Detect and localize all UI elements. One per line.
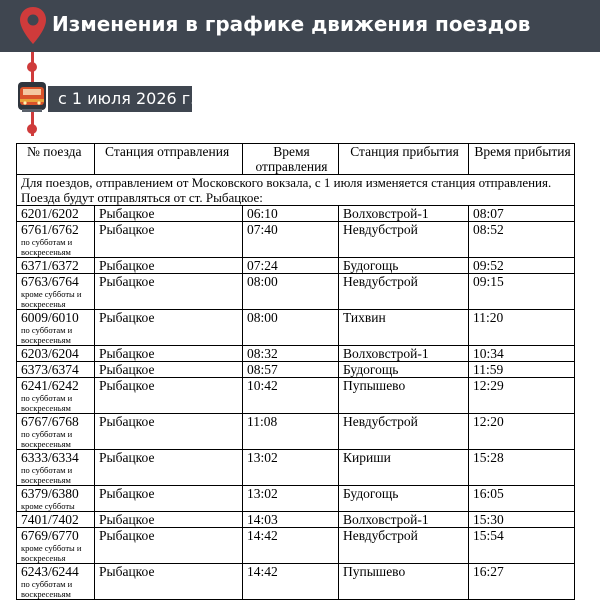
- departure-time: [243, 346, 339, 362]
- train-number-text: 6201/6202: [21, 206, 79, 221]
- arrival-time: [469, 414, 575, 450]
- departure-station-text: Рыбацкое: [99, 222, 155, 237]
- departure-station: [95, 310, 243, 346]
- train-number: [17, 310, 95, 346]
- arrival-station: [339, 512, 469, 528]
- table-row: [17, 274, 575, 310]
- note-row: [17, 175, 575, 206]
- train-days-note: по субботам и воскресеньям: [21, 465, 73, 485]
- departure-station-text: Рыбацкое: [99, 450, 155, 465]
- arrival-time-text: 16:05: [473, 486, 504, 501]
- arrival-time: [469, 512, 575, 528]
- departure-station-text: Рыбацкое: [99, 414, 155, 429]
- departure-station: [95, 512, 243, 528]
- train-number-text: 6769/6770: [21, 528, 79, 543]
- train-days-note: по субботам и воскресеньям: [21, 429, 73, 449]
- train-number-text: 6761/6762: [21, 222, 79, 237]
- table-header-row: [17, 144, 575, 175]
- arrival-station-text: Кириши: [343, 450, 391, 465]
- departure-time: [243, 528, 339, 564]
- arrival-station-text: Волховстрой-1: [343, 206, 429, 221]
- arrival-time-text: 15:54: [473, 528, 504, 543]
- train-number: [17, 414, 95, 450]
- departure-time-text: 13:02: [247, 486, 278, 501]
- arrival-station-text: Невдубстрой: [343, 274, 418, 289]
- arrival-station: [339, 274, 469, 310]
- arrival-time: [469, 378, 575, 414]
- departure-time: [243, 512, 339, 528]
- table-row: [17, 222, 575, 258]
- arrival-time: [469, 450, 575, 486]
- arrival-station: [339, 310, 469, 346]
- arrival-time-text: 11:59: [473, 362, 504, 377]
- location-pin-icon: [18, 6, 48, 46]
- train-number-text: 6333/6334: [21, 450, 79, 465]
- departure-time-text: 08:32: [247, 346, 278, 361]
- arrival-time-text: 11:20: [473, 310, 504, 325]
- table-row: [17, 486, 575, 512]
- train-days-note: по субботам и воскресеньям: [21, 325, 73, 345]
- train-number-text: 6379/6380: [21, 486, 79, 501]
- train-number: [17, 258, 95, 274]
- train-number: [17, 486, 95, 512]
- train-number-text: 7401/7402: [21, 512, 79, 527]
- arrival-time: [469, 346, 575, 362]
- train-number-text: 6203/6204: [21, 346, 79, 361]
- arrival-station-text: Невдубстрой: [343, 222, 418, 237]
- departure-station: [95, 362, 243, 378]
- arrival-station: [339, 414, 469, 450]
- departure-time: [243, 564, 339, 600]
- arrival-time-text: 10:34: [473, 346, 504, 361]
- train-number-text: 6371/6372: [21, 258, 79, 273]
- arrival-station-text: Будогощь: [343, 258, 399, 273]
- arrival-station-text: Пупышево: [343, 564, 406, 579]
- header-bar: [0, 0, 600, 52]
- column-header: Станция прибытия: [339, 144, 469, 175]
- arrival-station: [339, 222, 469, 258]
- arrival-station-text: Невдубстрой: [343, 528, 418, 543]
- departure-time-text: 10:42: [247, 378, 278, 393]
- departure-station-text: Рыбацкое: [99, 486, 155, 501]
- departure-station: [95, 414, 243, 450]
- train-number: [17, 528, 95, 564]
- arrival-time: [469, 528, 575, 564]
- departure-time: [243, 362, 339, 378]
- arrival-time-text: 15:28: [473, 450, 504, 465]
- departure-station-text: Рыбацкое: [99, 274, 155, 289]
- arrival-time-text: 12:20: [473, 414, 504, 429]
- departure-station-text: Рыбацкое: [99, 378, 155, 393]
- arrival-time-text: 09:52: [473, 258, 504, 273]
- departure-station: [95, 450, 243, 486]
- departure-time-text: 14:42: [247, 528, 278, 543]
- departure-time: [243, 414, 339, 450]
- page-title: Изменения в графике движения поездов: [52, 12, 531, 36]
- arrival-time: [469, 206, 575, 222]
- train-number: [17, 362, 95, 378]
- departure-station: [95, 222, 243, 258]
- departure-station-text: Рыбацкое: [99, 528, 155, 543]
- departure-time-text: 06:10: [247, 206, 278, 221]
- schedule-note: Для поездов, отправлением от Московского вокзала, с 1 июля изменяется станция отправления. Поезда будут отправляться от ст. Рыбацкое:: [17, 175, 575, 206]
- table-row: [17, 258, 575, 274]
- arrival-station-text: Волховстрой-1: [343, 512, 429, 527]
- table-row: [17, 206, 575, 222]
- departure-time: [243, 206, 339, 222]
- arrival-station-text: Будогощь: [343, 486, 399, 501]
- arrival-time-text: 09:15: [473, 274, 504, 289]
- departure-station: [95, 206, 243, 222]
- departure-station: [95, 378, 243, 414]
- train-number-text: 6373/6374: [21, 362, 79, 377]
- departure-station-text: Рыбацкое: [99, 346, 155, 361]
- departure-time: [243, 274, 339, 310]
- arrival-station: [339, 486, 469, 512]
- arrival-time-text: 12:29: [473, 378, 504, 393]
- arrival-time: [469, 222, 575, 258]
- train-number-text: 6767/6768: [21, 414, 79, 429]
- train-number: [17, 450, 95, 486]
- table-row: [17, 564, 575, 600]
- arrival-station-text: Пупышево: [343, 378, 406, 393]
- departure-time-text: 14:42: [247, 564, 278, 579]
- arrival-time: [469, 486, 575, 512]
- departure-station: [95, 346, 243, 362]
- train-number: [17, 206, 95, 222]
- departure-station-text: Рыбацкое: [99, 564, 155, 579]
- table-row: [17, 362, 575, 378]
- date-badge: с 1 июля 2026 г.: [48, 86, 192, 112]
- train-number: [17, 274, 95, 310]
- train-number-text: 6241/6242: [21, 378, 79, 393]
- table-row: [17, 414, 575, 450]
- arrival-station: [339, 258, 469, 274]
- arrival-station: [339, 528, 469, 564]
- departure-station: [95, 486, 243, 512]
- departure-time-text: 11:08: [247, 414, 278, 429]
- arrival-station: [339, 450, 469, 486]
- arrival-time-text: 15:30: [473, 512, 504, 527]
- table-row: [17, 346, 575, 362]
- train-number: [17, 346, 95, 362]
- departure-time: [243, 378, 339, 414]
- train-icon: [16, 81, 48, 114]
- departure-time-text: 08:00: [247, 274, 278, 289]
- arrival-time: [469, 564, 575, 600]
- train-number-text: 6243/6244: [21, 564, 79, 579]
- train-number: [17, 378, 95, 414]
- schedule-table: [16, 143, 575, 600]
- arrival-time-text: 08:07: [473, 206, 504, 221]
- departure-time: [243, 486, 339, 512]
- arrival-station-text: Волховстрой-1: [343, 346, 429, 361]
- departure-station-text: Рыбацкое: [99, 310, 155, 325]
- train-days-note: по субботам и воскресеньям: [21, 579, 73, 599]
- arrival-time: [469, 258, 575, 274]
- column-header: № поезда: [17, 144, 95, 175]
- departure-time: [243, 222, 339, 258]
- arrival-station-text: Тихвин: [343, 310, 386, 325]
- arrival-time: [469, 274, 575, 310]
- departure-time: [243, 310, 339, 346]
- column-header: Время прибытия: [469, 144, 575, 175]
- departure-station: [95, 564, 243, 600]
- arrival-time-text: 08:52: [473, 222, 504, 237]
- column-header: Станция отправления: [95, 144, 243, 175]
- departure-station: [95, 274, 243, 310]
- table-row: [17, 378, 575, 414]
- arrival-station: [339, 206, 469, 222]
- table-row: [17, 512, 575, 528]
- arrival-time: [469, 310, 575, 346]
- timeline-dot-top: [27, 62, 37, 72]
- departure-station-text: Рыбацкое: [99, 362, 155, 377]
- departure-station: [95, 258, 243, 274]
- departure-time-text: 07:40: [247, 222, 278, 237]
- train-days-note: кроме субботы: [21, 501, 75, 511]
- departure-station-text: Рыбацкое: [99, 258, 155, 273]
- train-number: [17, 222, 95, 258]
- train-number: [17, 512, 95, 528]
- departure-station: [95, 528, 243, 564]
- departure-time-text: 14:03: [247, 512, 278, 527]
- departure-station-text: Рыбацкое: [99, 512, 155, 527]
- departure-time-text: 13:02: [247, 450, 278, 465]
- arrival-station: [339, 362, 469, 378]
- departure-time-text: 08:00: [247, 310, 278, 325]
- train-number-text: 6763/6764: [21, 274, 79, 289]
- arrival-time-text: 16:27: [473, 564, 504, 579]
- departure-time-text: 08:57: [247, 362, 278, 377]
- arrival-station: [339, 564, 469, 600]
- arrival-station: [339, 378, 469, 414]
- departure-station-text: Рыбацкое: [99, 206, 155, 221]
- timeline-dot-bottom: [27, 124, 37, 134]
- arrival-station-text: Будогощь: [343, 362, 399, 377]
- departure-time-text: 07:24: [247, 258, 278, 273]
- train-number: [17, 564, 95, 600]
- arrival-time: [469, 362, 575, 378]
- train-days-note: кроме субботы и воскресенья: [21, 543, 82, 563]
- train-days-note: по субботам и воскресеньям: [21, 237, 73, 257]
- departure-time: [243, 450, 339, 486]
- train-days-note: кроме субботы и воскресенья: [21, 289, 82, 309]
- train-number-text: 6009/6010: [21, 310, 79, 325]
- arrival-station: [339, 346, 469, 362]
- train-days-note: по субботам и воскресеньям: [21, 393, 73, 413]
- arrival-station-text: Невдубстрой: [343, 414, 418, 429]
- departure-time: [243, 258, 339, 274]
- table-row: [17, 310, 575, 346]
- table-row: [17, 450, 575, 486]
- table-row: [17, 528, 575, 564]
- column-header: Время отправления: [243, 144, 339, 175]
